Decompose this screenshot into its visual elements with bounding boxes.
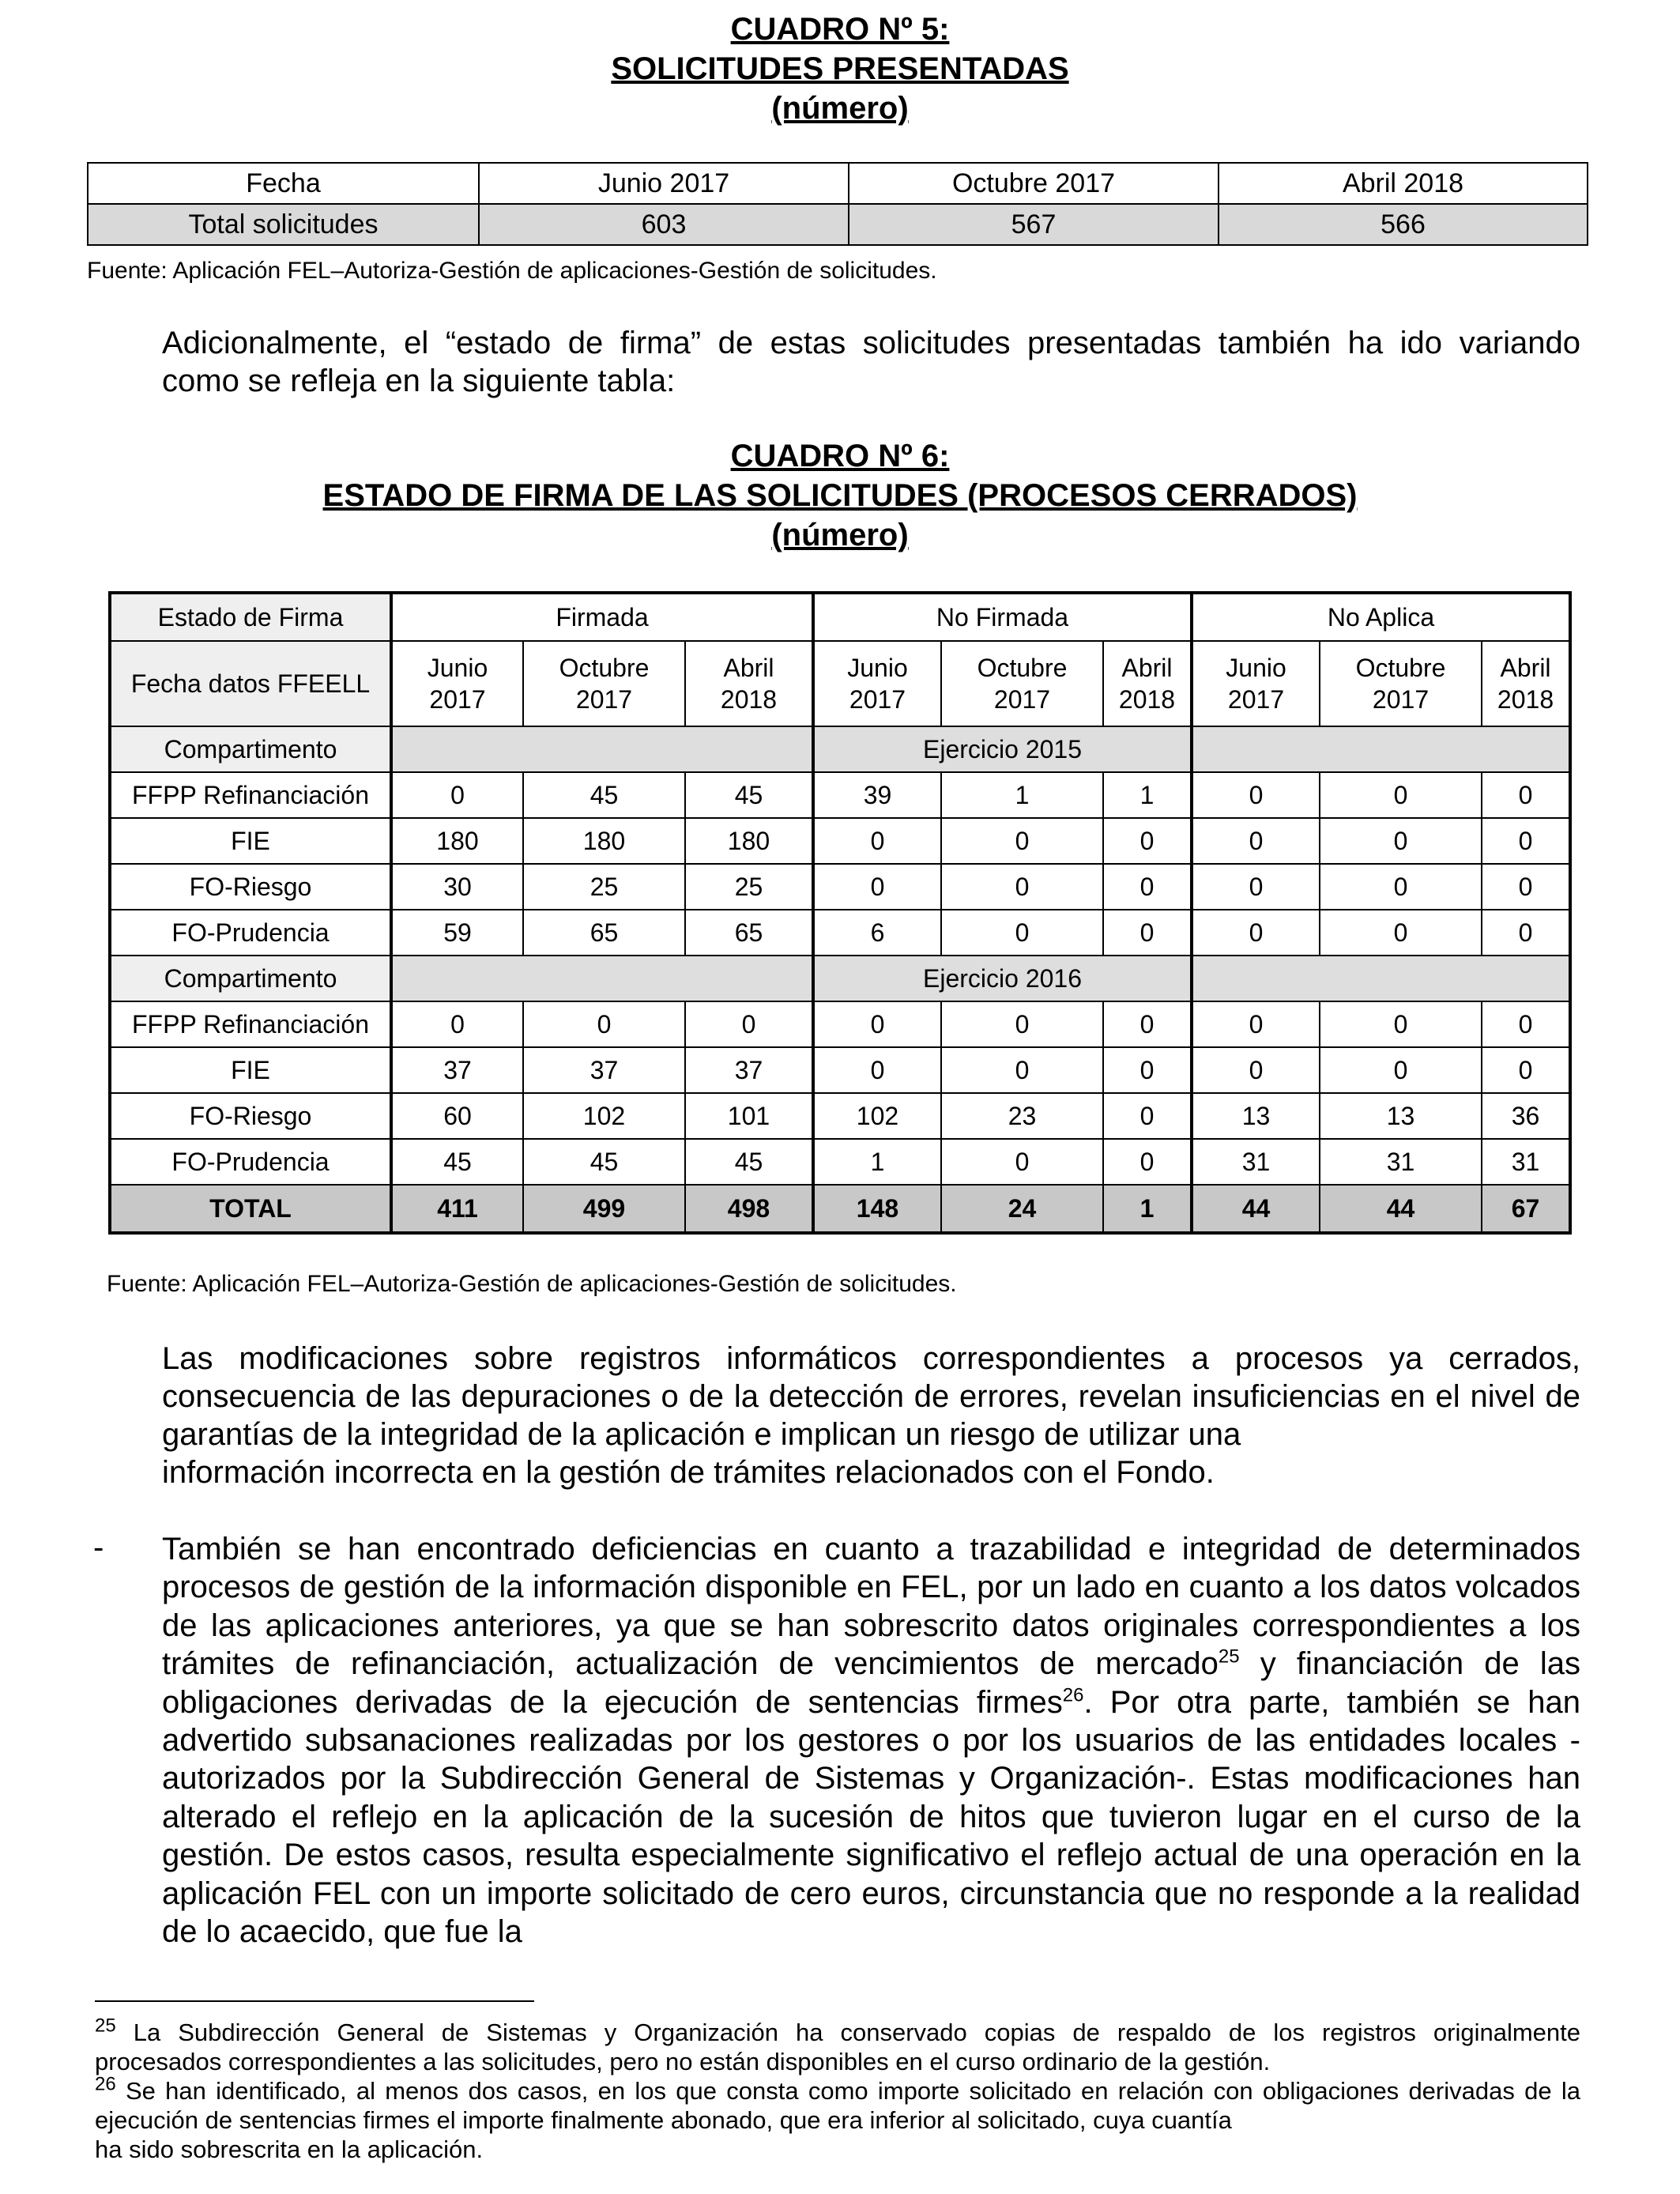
group-header-cell: No Firmada [813,593,1192,641]
estado-de-firma-label: Estado de Firma [110,593,391,641]
value-cell: 25 [523,864,685,910]
fecha-datos-label: Fecha datos FFEELL [110,641,391,726]
month-year: 2017 [1227,685,1285,714]
cuadro5-title [0,9,1680,128]
total-value-cell: 44 [1192,1185,1320,1233]
cuadro5-total-cell: 603 [479,204,849,245]
value-cell: 0 [1192,818,1320,864]
value-cell: 0 [941,910,1103,956]
value-cell: 0 [1103,864,1192,910]
cuadro5-source: Fuente: Aplicación FEL–Autoriza-Gestión de aplicaciones-Gestión de solicitudes. [87,258,937,284]
value-cell: 0 [941,1047,1103,1093]
value-cell: 13 [1320,1093,1482,1139]
cuadro5-header-cell: Fecha [88,163,479,204]
month-year: 2018 [720,685,778,714]
value-cell: 0 [1103,1139,1192,1185]
paragraph-3-part1: También se han encontrado deficiencias en cuanto a trazabilidad e integridad de determinados procesos de gestión de la información disponible en FEL, por un lado en cuanto a los datos volcados de las aplicaciones anteriores, ya que se han sobrescrito datos originales correspondientes a los trámites de refinanciación, actualización de vencimientos de mercado [162,1532,1580,1682]
value-cell: 30 [391,864,523,910]
cuadro5-total-cell: 566 [1219,204,1588,245]
blank-cell [391,956,813,1001]
total-value-cell: 411 [391,1185,523,1233]
table-row [110,1093,1570,1139]
month-name: Octubre [559,654,650,682]
total-value-cell: 148 [813,1185,941,1233]
row-label: FIE [110,1047,391,1093]
total-value-cell: 24 [941,1185,1103,1233]
value-cell: 0 [1192,864,1320,910]
month-header-cell [1192,641,1320,726]
month-name: Abril [1500,654,1551,682]
footnote-text-last: procesados correspondientes a las solicitudes, pero no están disponibles en el curso ordinario de la gestión. [95,2048,1271,2075]
value-cell: 0 [941,864,1103,910]
value-cell: 0 [523,1001,685,1047]
cuadro5-title-line3: (número) [771,91,909,126]
table-row [110,864,1570,910]
row-label: FO-Prudencia [110,910,391,956]
value-cell: 1 [813,1139,941,1185]
value-cell: 0 [1192,910,1320,956]
cuadro5-table [87,162,1588,246]
row-label: FO-Riesgo [110,864,391,910]
value-cell: 0 [1320,864,1482,910]
value-cell: 60 [391,1093,523,1139]
cuadro6-title-line2: ESTADO DE FIRMA DE LAS SOLICITUDES (PROCESOS CERRADOS) [322,478,1358,513]
value-cell: 25 [685,864,813,910]
blank-cell [391,726,813,772]
cuadro5-title-line1: CUADRO Nº 5: [730,12,950,47]
value-cell: 0 [1482,1001,1570,1047]
footnote-25 [95,2015,1580,2076]
month-year: 2018 [1118,685,1176,714]
value-cell: 101 [685,1093,813,1139]
value-cell: 1 [1103,772,1192,818]
row-label: FFPP Refinanciación [110,772,391,818]
value-cell: 0 [1482,772,1570,818]
value-cell: 37 [391,1047,523,1093]
row-label: FO-Prudencia [110,1139,391,1185]
table-row [110,1139,1570,1185]
value-cell: 0 [685,1001,813,1047]
cuadro5-header-cell: Junio 2017 [479,163,849,204]
total-label: TOTAL [110,1185,391,1233]
cuadro6-title [0,436,1680,555]
value-cell: 6 [813,910,941,956]
paragraph-3 [162,1530,1580,1951]
value-cell: 0 [1320,1001,1482,1047]
month-year: 2018 [1497,685,1554,714]
month-year: 2017 [575,685,633,714]
value-cell: 0 [1103,1093,1192,1139]
row-label: FO-Riesgo [110,1093,391,1139]
bullet-dash: - [93,1530,104,1565]
value-cell: 0 [813,1001,941,1047]
ejercicio-label: Ejercicio 2015 [813,726,1192,772]
compartimento-label: Compartimento [110,726,391,772]
footnote-ref-26[interactable]: 26 [1062,1684,1084,1706]
value-cell: 0 [813,864,941,910]
value-cell: 65 [685,910,813,956]
blank-cell [1192,726,1570,772]
value-cell: 102 [523,1093,685,1139]
cuadro5-title-line2: SOLICITUDES PRESENTADAS [611,51,1069,86]
value-cell: 0 [1192,772,1320,818]
table-row [110,818,1570,864]
cuadro6-month-header-row [110,641,1570,726]
value-cell: 180 [391,818,523,864]
month-year: 2017 [429,685,486,714]
value-cell: 0 [1192,1001,1320,1047]
month-name: Junio [427,654,488,682]
month-header-cell [1320,641,1482,726]
cuadro6-title-line1: CUADRO Nº 6: [730,439,950,473]
value-cell: 45 [391,1139,523,1185]
intro-line1: Adicionalmente, el “estado de firma” de estas solicitudes presentadas también ha ido variando [162,326,1580,360]
cuadro5-total-cell: Total solicitudes [88,204,479,245]
total-value-cell: 44 [1320,1185,1482,1233]
total-value-cell: 498 [685,1185,813,1233]
table-row [110,772,1570,818]
cuadro5-total-row [88,204,1588,245]
month-year: 2017 [993,685,1051,714]
value-cell: 0 [391,1001,523,1047]
value-cell: 0 [1103,818,1192,864]
value-cell: 45 [685,1139,813,1185]
value-cell: 1 [941,772,1103,818]
row-label: FFPP Refinanciación [110,1001,391,1047]
cuadro6-table [108,591,1572,1235]
value-cell: 0 [1103,1001,1192,1047]
value-cell: 31 [1482,1139,1570,1185]
table-row [110,910,1570,956]
group-header-cell: Firmada [391,593,813,641]
ejercicio-label: Ejercicio 2016 [813,956,1192,1001]
value-cell: 180 [523,818,685,864]
month-header-cell [941,641,1103,726]
total-value-cell: 499 [523,1185,685,1233]
footnote-text-last: ha sido sobrescrita en la aplicación. [95,2136,484,2163]
compartimento-label: Compartimento [110,956,391,1001]
cuadro5-header-cell: Abril 2018 [1219,163,1588,204]
value-cell: 0 [391,772,523,818]
value-cell: 31 [1320,1139,1482,1185]
table-row [110,1001,1570,1047]
value-cell: 0 [1320,772,1482,818]
intro-line2: como se refleja en la siguiente tabla: [162,364,676,398]
total-value-cell: 67 [1482,1185,1570,1233]
value-cell: 0 [1482,910,1570,956]
footnote-26 [95,2073,1580,2164]
value-cell: 45 [685,772,813,818]
value-cell: 36 [1482,1093,1570,1139]
value-cell: 0 [1482,1047,1570,1093]
total-value-cell: 1 [1103,1185,1192,1233]
value-cell: 0 [813,1047,941,1093]
value-cell: 37 [685,1047,813,1093]
paragraph-2 [162,1340,1580,1491]
paragraph-2-body: Las modificaciones sobre registros informáticos correspondientes a procesos ya cerrados, consecuencia de las depuraciones o de la detección de errores, revelan insuficiencias en el nivel de garantías de la integridad de la aplicación e implican un riesgo de utilizar una [162,1341,1580,1452]
value-cell: 0 [1103,1047,1192,1093]
month-header-cell [1103,641,1192,726]
total-row [110,1185,1570,1233]
footnote-number: 26 [95,2073,116,2095]
value-cell: 31 [1192,1139,1320,1185]
row-label: FIE [110,818,391,864]
value-cell: 37 [523,1047,685,1093]
month-header-cell [391,641,523,726]
footnote-number: 25 [95,2015,116,2037]
value-cell: 65 [523,910,685,956]
cuadro6-title-line3: (número) [771,518,909,552]
paragraph-3-part2: y financiación de las obligaciones derivadas de la ejecución de sentencias firmes [162,1646,1580,1720]
value-cell: 180 [685,818,813,864]
cuadro6-source: Fuente: Aplicación FEL–Autoriza-Gestión de aplicaciones-Gestión de solicitudes. [107,1271,957,1297]
month-header-cell [685,641,813,726]
cuadro5-header-cell: Octubre 2017 [849,163,1219,204]
compartimento-row [110,956,1570,1001]
value-cell: 0 [1192,1047,1320,1093]
cuadro6-group-header-row [110,593,1570,641]
month-header-cell [813,641,941,726]
month-name: Junio [1226,654,1286,682]
footnote-text: Se han identificado, al menos dos casos, en los que consta como importe solicitado en relación con obligaciones derivadas de la ejecución de sentencias firmes el importe finalmente abonado, que era inferior al solicitado, cuya cuantía [95,2077,1580,2134]
value-cell: 0 [813,818,941,864]
value-cell: 59 [391,910,523,956]
value-cell: 45 [523,772,685,818]
value-cell: 0 [1103,910,1192,956]
value-cell: 45 [523,1139,685,1185]
month-name: Junio [847,654,908,682]
month-header-cell [523,641,685,726]
value-cell: 0 [1320,1047,1482,1093]
paragraph-2-last: información incorrecta en la gestión de trámites relacionados con el Fondo. [162,1455,1215,1490]
value-cell: 102 [813,1093,941,1139]
footnote-separator [95,2000,534,2002]
compartimento-row [110,726,1570,772]
month-name: Octubre [1355,654,1446,682]
value-cell: 0 [941,1001,1103,1047]
paragraph-3-part3: . Por otra parte, también se han advertido subsanaciones realizadas por los gestores o por los usuarios de las entidades locales -autorizados por la Subdirección General de Sistemas y Organización-. Estas modificaciones han alterado el reflejo en la aplicación de la sucesión de hitos que tuvieron lugar en el curso de la gestión. De estos casos, resulta especialmente significativo el reflejo actual de una operación en la aplicación FEL con un importe solicitado de cero euros, circunstancia que no responde a la realidad de lo acaecido, que fue la [162,1684,1580,1950]
month-name: Abril [723,654,774,682]
table-row [110,1047,1570,1093]
value-cell: 0 [1482,864,1570,910]
month-header-cell [1482,641,1570,726]
group-header-cell: No Aplica [1192,593,1570,641]
month-name: Octubre [977,654,1068,682]
footnote-ref-25[interactable]: 25 [1218,1646,1240,1668]
value-cell: 13 [1192,1093,1320,1139]
value-cell: 39 [813,772,941,818]
blank-cell [1192,956,1570,1001]
month-year: 2017 [1372,685,1430,714]
cuadro5-total-cell: 567 [849,204,1219,245]
footnote-text: La Subdirección General de Sistemas y Organización ha conservado copias de respaldo de los registros originalmente [115,2019,1580,2046]
value-cell: 0 [941,818,1103,864]
value-cell: 0 [1482,818,1570,864]
value-cell: 0 [1320,910,1482,956]
value-cell: 23 [941,1093,1103,1139]
cuadro5-header-row [88,163,1588,204]
value-cell: 0 [941,1139,1103,1185]
value-cell: 0 [1320,818,1482,864]
month-name: Abril [1121,654,1173,682]
intro-paragraph [162,324,1580,400]
month-year: 2017 [849,685,906,714]
